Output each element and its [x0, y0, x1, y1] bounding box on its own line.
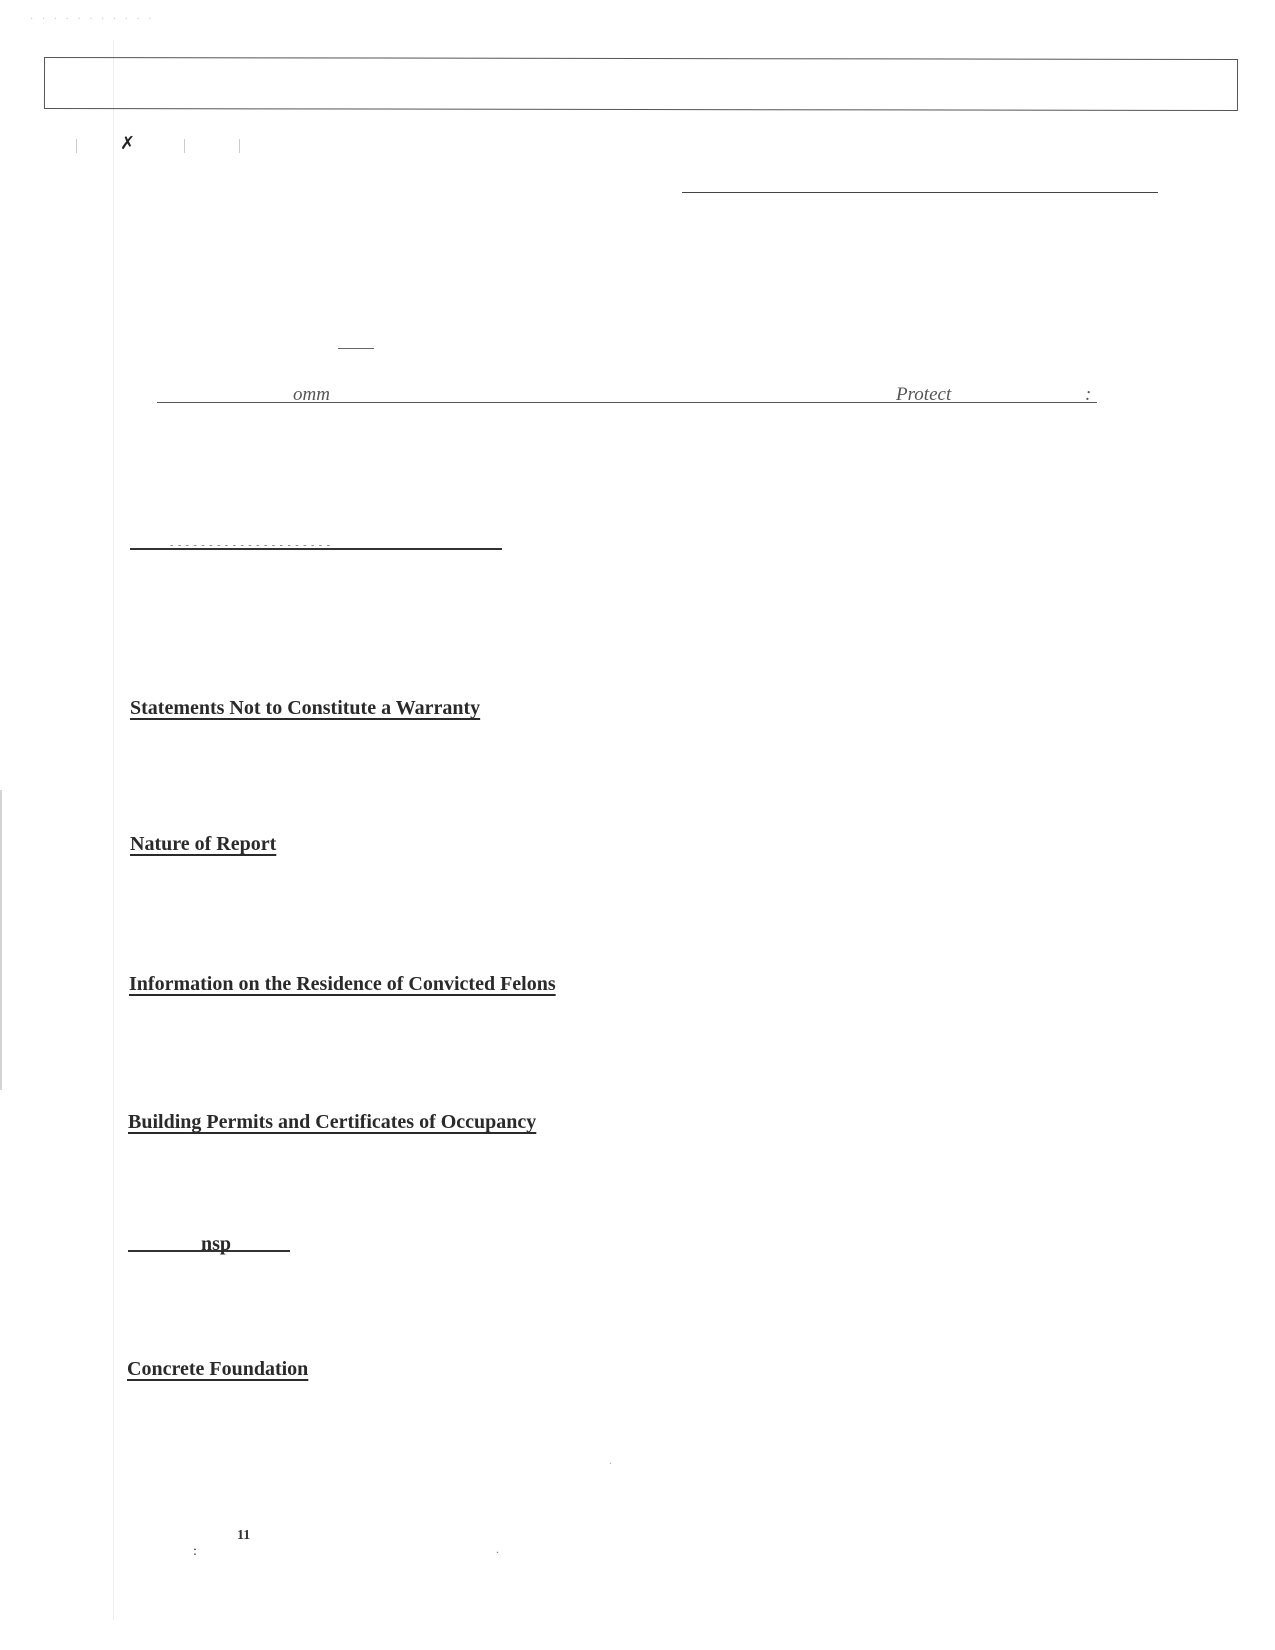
- heading-concrete-foundation: Concrete Foundation: [127, 1358, 309, 1380]
- page-number: 11: [237, 1528, 251, 1543]
- colon-mark: :: [193, 1544, 197, 1559]
- short-dash-line: [338, 348, 374, 349]
- heading-warranty: Statements Not to Constitute a Warranty: [130, 697, 481, 719]
- top-scan-dots: · · · · · · · · · · ·: [30, 14, 155, 25]
- illegible-heading-smudge: - - - - - - - - - - - - - - - - - - - - -: [170, 540, 331, 551]
- heading-nature-of-report: Nature of Report: [130, 833, 277, 855]
- margin-tick: [76, 139, 77, 153]
- form-field-right-text: Protect: [896, 384, 952, 405]
- heading-nsp: nsp: [201, 1233, 232, 1255]
- signature-line: [682, 192, 1158, 193]
- margin-tick: [184, 139, 185, 153]
- heading-convicted-felons: Information on the Residence of Convicted Felons: [129, 973, 556, 995]
- heading-building-permits: Building Permits and Certificates of Occupancy: [128, 1111, 537, 1133]
- speck: .: [496, 1542, 499, 1556]
- scan-edge-shadow: [0, 790, 2, 1090]
- header-box: [44, 57, 1238, 111]
- form-field-colon: :: [1085, 384, 1092, 405]
- speck: .: [609, 1453, 612, 1467]
- form-field-left-text: omm: [293, 384, 330, 405]
- check-mark-icon: ✗: [120, 133, 136, 154]
- margin-tick: [239, 139, 240, 153]
- scan-margin-line: [113, 40, 114, 1620]
